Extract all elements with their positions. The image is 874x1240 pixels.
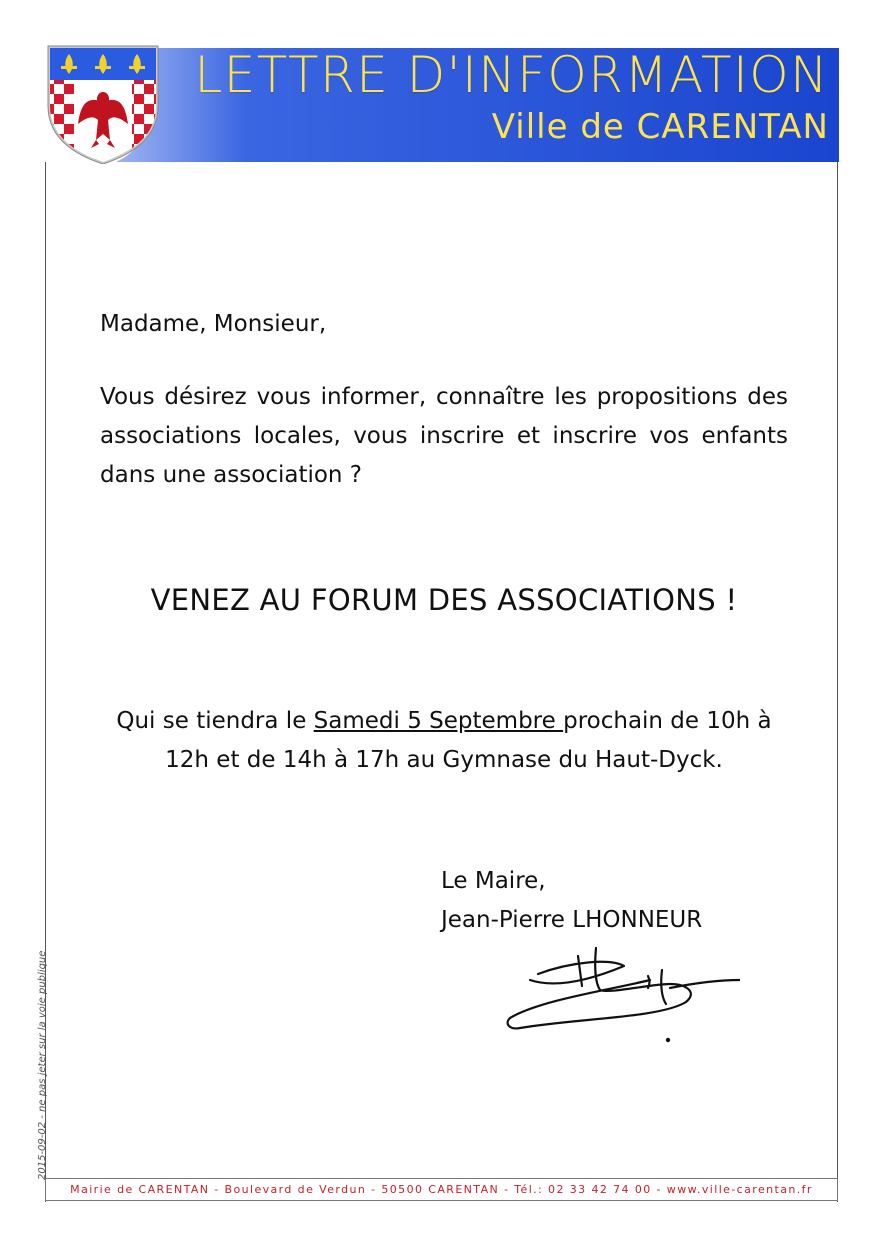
event-date: Samedi 5 Septembre xyxy=(313,708,564,734)
town-name: Ville de CARENTAN xyxy=(491,107,829,147)
details-lead-text: Qui se tiendra le xyxy=(116,708,314,734)
signatory-title: Le Maire, xyxy=(441,868,546,894)
intro-paragraph: Vous désirez vous informer, connaître les propositions des associations locales, vous inscrire et inscrire vos enfants dans une association ? xyxy=(100,384,788,488)
salutation: Madame, Monsieur, xyxy=(100,311,327,337)
signatory-name: Jean-Pierre LHONNEUR xyxy=(441,907,703,933)
newsletter-title: LETTRE D'INFORMATION xyxy=(194,46,829,104)
event-headline: VENEZ AU FORUM DES ASSOCIATIONS ! xyxy=(150,583,738,617)
letter-header xyxy=(44,44,839,164)
carentan-coat-of-arms-icon xyxy=(44,44,162,164)
details-rest-text: prochain de 10h à 12h et de 14h à 17h au Gymnase du Haut-Dyck. xyxy=(165,708,772,773)
frame-right-border xyxy=(837,162,838,1202)
print-note: 2015-09-02 - ne pas jeter sur la voie publique xyxy=(37,950,48,1180)
letter-footer: Mairie de CARENTAN - Boulevard de Verdun - 50500 CARENTAN - Tél.: 02 33 42 74 00 - www.ville-carentan.fr xyxy=(45,1178,838,1201)
handwritten-signature xyxy=(500,940,740,1050)
event-details xyxy=(94,702,794,780)
